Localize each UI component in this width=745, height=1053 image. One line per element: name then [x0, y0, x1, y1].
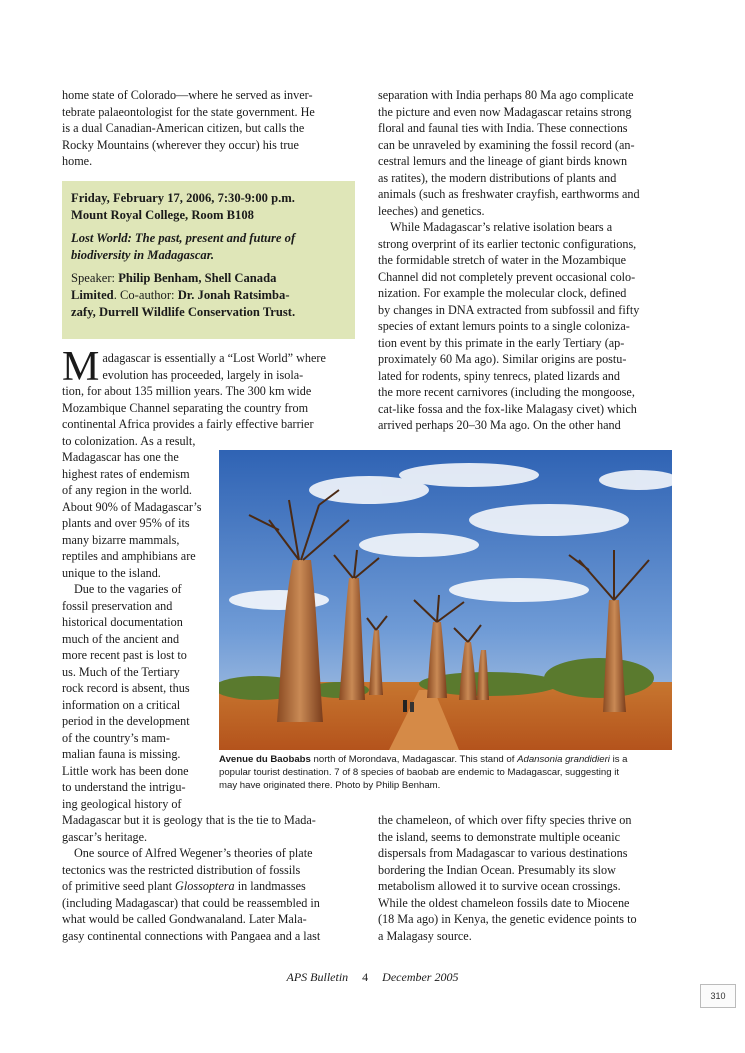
text-line: much of the ancient and: [62, 631, 180, 646]
text-line: a Malagasy source.: [378, 928, 472, 943]
text-line: While Madagascar’s relative isolation bears a: [390, 220, 613, 234]
text-line: While the oldest chameleon fossils date to Miocene: [378, 895, 630, 910]
text-line: fossil preservation and: [62, 598, 173, 613]
text-fragment: in landmasses: [234, 879, 306, 893]
text-line: of the country’s mam-: [62, 730, 170, 745]
text-line: gascar’s heritage.: [62, 829, 148, 844]
text-line: the more recent carnivores (including the mongoose,: [378, 385, 635, 399]
speaker-affiliation: Limited: [71, 288, 114, 302]
text-fragment: of primitive seed plant: [62, 879, 176, 893]
text-line: animals (such as freshwater crayfish, earthworms and: [378, 187, 640, 201]
intro-paragraph: [62, 87, 354, 170]
text-line: proximately 60 Ma ago). Similar origins are postu-: [378, 352, 627, 366]
page-stamp: 310: [700, 984, 736, 1008]
article-narrow-column: [62, 449, 214, 812]
text-line: continental Africa provides a fairly effective barrier: [62, 417, 314, 431]
text-line: metabolism allowed it to survive ocean crossings.: [378, 879, 621, 893]
text-line: leeches) and genetics.: [378, 203, 485, 218]
text-line: rock record is absent, thus: [62, 681, 190, 695]
text-line: the island, seems to demonstrate multiple oceanic: [378, 829, 620, 844]
text-line: evolution has proceeded, largely in isola-: [102, 367, 304, 382]
species-name: Adansonia grandidieri: [517, 754, 610, 765]
text-line: tion, for about 135 million years. The 300 km wide: [62, 384, 312, 398]
taxon-name: Glossoptera: [175, 879, 235, 893]
caption-line: may have originated there. Photo by Philip Benham.: [219, 780, 441, 791]
event-date: Friday, February 17, 2006, 7:30-9:00 p.m.: [71, 191, 295, 205]
text-line: what would be called Gondwanaland. Later Mala-: [62, 912, 307, 926]
text-line: Channel did not completely prevent occasional colo-: [378, 269, 636, 284]
text-line: separation with India perhaps 80 Ma ago complicate: [378, 88, 634, 102]
text-line: more recent past is lost to: [62, 648, 187, 662]
page-number: 4: [362, 970, 369, 984]
text-line: cestral lemurs and the lineage of giant birds known: [378, 154, 628, 168]
text-line: tebrate palaeontologist for the state government. He: [62, 104, 315, 119]
coauthor-label: . Co-author:: [113, 288, 178, 302]
text-line: the formidable stretch of water in the Mozambique: [378, 253, 627, 267]
text-line: ing geological history of: [62, 796, 182, 811]
text-line: strong overprint of its earlier tectonic configurations,: [378, 236, 637, 251]
publication-name: APS Bulletin: [286, 970, 349, 984]
text-line: (18 Ma ago) in Kenya, the genetic evidence points to: [378, 912, 637, 926]
event-speaker-line: [71, 270, 345, 287]
text-line: many bizarre mammals,: [62, 532, 180, 547]
text-line: cat-like fossa and the fox-like Malagasy civet) which: [378, 401, 637, 416]
text-line: tectonics was the restricted distribution of fossils: [62, 862, 301, 877]
text-line: us. Much of the Tertiary: [62, 664, 180, 679]
text-line: historical documentation: [62, 615, 183, 629]
text-line: to understand the intrigu-: [62, 780, 186, 794]
text-line: the chameleon, of which over fifty species thrive on: [378, 813, 632, 827]
baobab-photo: [219, 450, 672, 750]
caption-text: is a: [609, 754, 628, 765]
text-line: adagascar is essentially a “Lost World” where: [102, 351, 326, 365]
text-line: the picture and even now Madagascar retains strong: [378, 104, 632, 119]
text-line: malian fauna is missing.: [62, 747, 181, 761]
text-line: home.: [62, 154, 93, 168]
text-line: period in the development: [62, 714, 190, 728]
speaker-name: Philip Benham, Shell Canada: [118, 271, 277, 285]
text-line: nization. For example the molecular clock, defined: [378, 286, 627, 300]
text-line: as ratites), the modern distributions of plants and: [378, 170, 617, 185]
event-speaker-line: [71, 287, 345, 304]
photo-caption: [219, 753, 674, 792]
text-line: is a dual Canadian-American citizen, but calls the: [62, 121, 305, 135]
text-line: arrived perhaps 20–30 Ma ago. On the other hand: [378, 418, 621, 432]
caption-line: [219, 753, 674, 766]
text-line: dispersals from Madagascar to various destinations: [378, 846, 628, 860]
text-line: unique to the island.: [62, 565, 161, 580]
text-line: lated for rodents, spiny tenrecs, plated lizards and: [378, 368, 620, 383]
article-col2-bottom: [378, 812, 672, 944]
event-location: Mount Royal College, Room B108: [71, 208, 254, 222]
page-footer: [0, 970, 745, 985]
text-line: (including Madagascar) that could be reassembled in: [62, 895, 320, 910]
text-line: gasy continental connections with Pangaea and a last: [62, 928, 321, 943]
article-col2-top: [378, 87, 672, 434]
caption-title: Avenue du Baobabs: [219, 754, 311, 765]
text-line: Due to the vagaries of: [74, 582, 182, 596]
text-line: reptiles and amphibians are: [62, 549, 196, 563]
text-line: Madagascar has one the: [62, 450, 179, 464]
event-announcement-box: [62, 181, 355, 339]
issue-date: December 2005: [382, 970, 459, 984]
text-line: floral and faunal ties with India. These connections: [378, 121, 628, 135]
drop-cap: M: [62, 344, 100, 390]
text-line: About 90% of Madagascar’s: [62, 499, 202, 514]
text-line: tion event by this primate in the early Tertiary (ap-: [378, 335, 625, 350]
text-line: [62, 878, 355, 895]
text-line: information on a critical: [62, 697, 181, 712]
text-line: to colonization. As a result,: [62, 433, 196, 448]
text-line: species of extant lemurs points to a single coloniza-: [378, 319, 630, 333]
text-line: Mozambique Channel separating the country from: [62, 400, 309, 415]
text-line: Little work has been done: [62, 763, 189, 778]
text-line: One source of Alfred Wegener’s theories of plate: [74, 846, 313, 860]
text-line: plants and over 95% of its: [62, 516, 190, 530]
text-line: bordering the Indian Ocean. Presumably its slow: [378, 862, 616, 877]
text-line: by changes in DNA extracted from subfossil and fifty: [378, 302, 640, 317]
coauthor-name: Dr. Jonah Ratsimba-: [177, 288, 290, 302]
event-title-line: Lost World: The past, present and future of: [71, 231, 296, 245]
text-line: of any region in the world.: [62, 483, 192, 497]
caption-text: north of Morondava, Madagascar. This stand of: [310, 754, 518, 765]
article-opening: [62, 344, 355, 449]
text-line: home state of Colorado—where he served as inver-: [62, 88, 313, 102]
text-line: highest rates of endemism: [62, 466, 190, 481]
text-line: can be unraveled by examining the fossil record (an-: [378, 137, 635, 152]
article-lower-left: [62, 812, 355, 944]
event-title-line: biodiversity in Madagascar.: [71, 248, 215, 262]
caption-line: popular tourist destination. 7 of 8 species of baobab are endemic to Madagascar, suggesting it: [219, 767, 619, 778]
text-line: Rocky Mountains (wherever they occur) his true: [62, 137, 299, 152]
speaker-label: Speaker:: [71, 271, 119, 285]
text-line: Madagascar but it is geology that is the tie to Mada-: [62, 813, 316, 827]
event-speaker-line: zafy, Durrell Wildlife Conservation Trust.: [71, 305, 296, 319]
